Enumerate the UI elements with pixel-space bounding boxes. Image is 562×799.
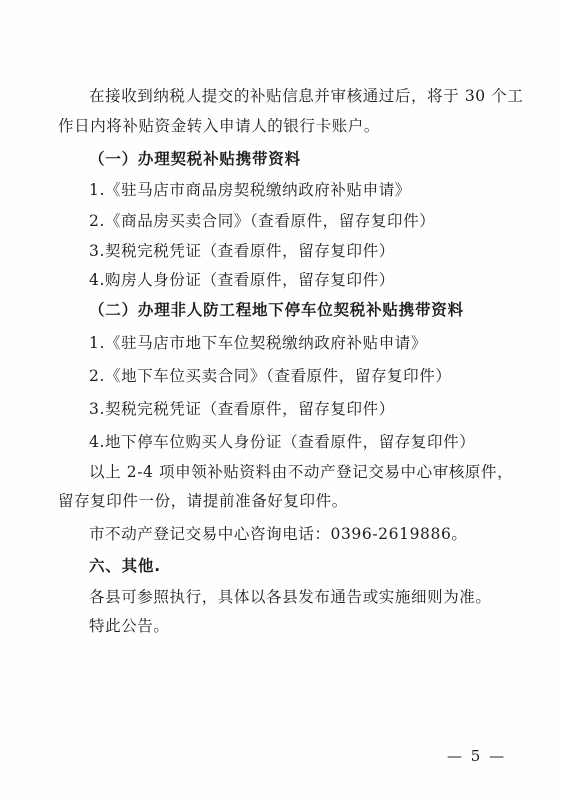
list-item: 3.契税完税凭证（查看原件，留存复印件）	[89, 400, 395, 418]
paragraph-line: 作日内将补贴资金转入申请人的银行卡账户。	[58, 117, 381, 135]
paragraph-line: 以上 2-4 项申领补贴资料由不动产登记交易中心审核原件，	[89, 463, 514, 481]
consult-phone-line: 市不动产登记交易中心咨询电话：0396-2619886。	[89, 525, 468, 543]
section-heading: （一）办理契税补贴携带资料	[89, 150, 301, 168]
section-heading: 六、其他.	[89, 557, 161, 575]
paragraph-line: 在接收到纳税人提交的补贴信息并审核通过后，将于 30 个工	[89, 87, 524, 105]
list-item: 1.《驻马店市商品房契税缴纳政府补贴申请》	[89, 181, 411, 199]
closing-line: 特此公告。	[89, 617, 170, 635]
paragraph-line: 各县可参照执行，具体以各县发布通告或实施细则为准。	[89, 588, 492, 606]
list-item: 4.地下停车位购买人身份证（查看原件，留存复印件）	[89, 433, 476, 451]
list-item: 4.购房人身份证（查看原件，留存复印件）	[89, 271, 395, 289]
list-item: 3.契税完税凭证（查看原件，留存复印件）	[89, 242, 395, 260]
section-heading: （二）办理非人防工程地下停车位契税补贴携带资料	[89, 301, 464, 319]
list-item: 1.《驻马店市地下车位契税缴纳政府补贴申请》	[89, 334, 427, 352]
list-item: 2.《商品房买卖合同》（查看原件，留存复印件）	[89, 212, 436, 230]
page-number: — 5 —	[447, 747, 507, 765]
list-item: 2.《地下车位买卖合同》（查看原件，留存复印件）	[89, 367, 452, 385]
paragraph-line: 留存复印件一份，请提前准备好复印件。	[58, 492, 348, 510]
